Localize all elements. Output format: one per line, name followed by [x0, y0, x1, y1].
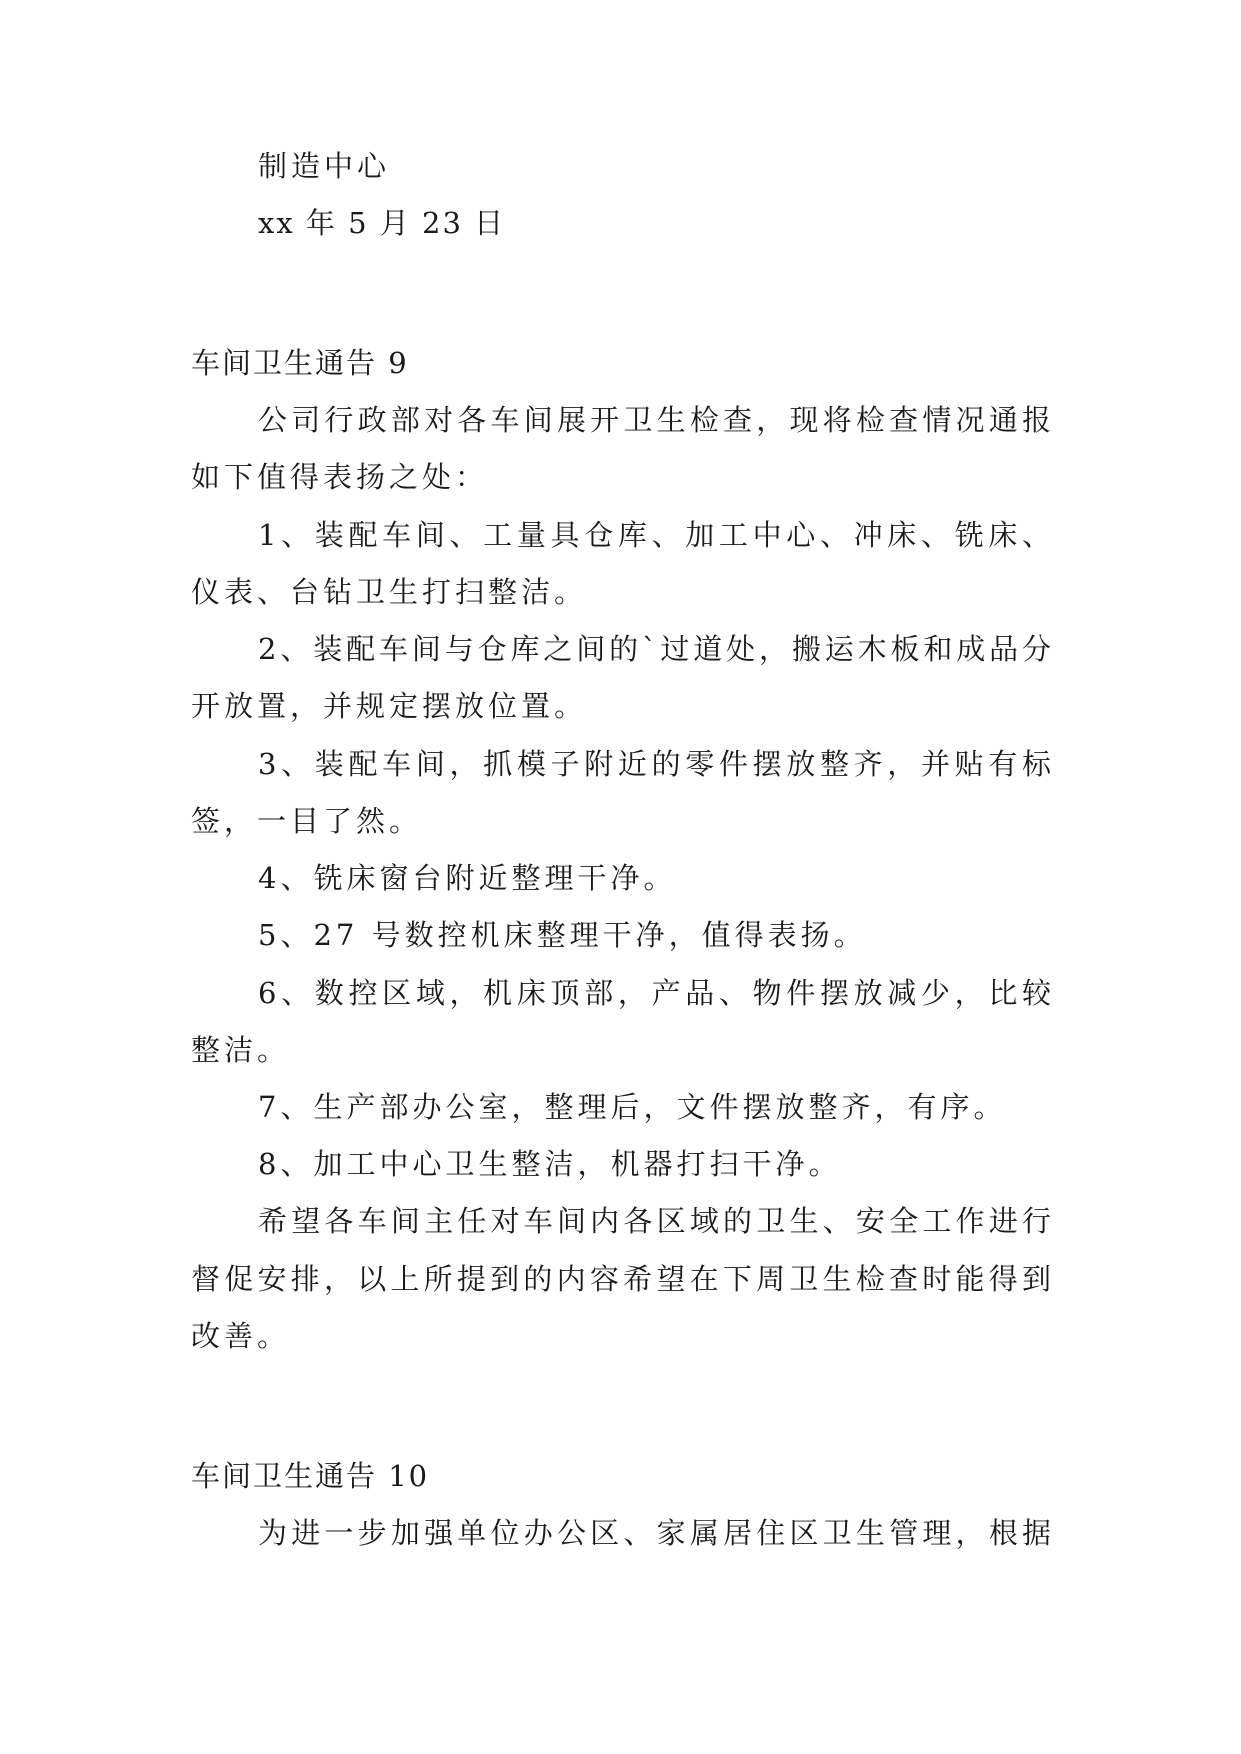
- notice-10-intro-line-1: 为进一步加强单位办公区、家属居住区卫生管理，根据: [258, 1516, 1051, 1550]
- notice-9-closing-line-3: 改善。: [191, 1319, 291, 1353]
- notice-9-item-2-line-1: 2、装配车间与仓库之间的`过道处，搬运木板和成品分: [258, 632, 1051, 666]
- signature-org: 制造中心: [258, 149, 391, 183]
- notice-9-item-8: 8、加工中心卫生整洁，机器打扫干净。: [258, 1147, 842, 1181]
- notice-9-intro-line-2: 如下值得表扬之处：: [191, 460, 489, 494]
- notice-9-item-6-line-2: 整洁。: [191, 1033, 291, 1067]
- notice-9-item-3-line-1: 3、装配车间，抓模子附近的零件摆放整齐，并贴有标: [258, 747, 1051, 781]
- notice-9-intro-line-1: 公司行政部对各车间展开卫生检查，现将检查情况通报: [258, 403, 1051, 437]
- notice-9-closing-line-1: 希望各车间主任对车间内各区域的卫生、安全工作进行: [258, 1204, 1051, 1238]
- notice-9-item-1-line-1: 1、装配车间、工量具仓库、加工中心、冲床、铣床、: [258, 518, 1051, 552]
- notice-9-item-6-line-1: 6、数控区域，机床顶部，产品、物件摆放减少，比较: [258, 976, 1051, 1010]
- notice-10-title: 车间卫生通告 10: [191, 1459, 430, 1493]
- notice-9-item-3-line-2: 签，一目了然。: [191, 804, 423, 838]
- signature-date: xx 年 5 月 23 日: [258, 206, 506, 240]
- notice-9-item-5: 5、27 号数控机床整理干净，值得表扬。: [258, 918, 867, 952]
- notice-9-item-1-line-2: 仪表、台钻卫生打扫整洁。: [191, 575, 588, 609]
- notice-9-title: 车间卫生通告 9: [191, 346, 409, 380]
- notice-9-closing-line-2: 督促安排，以上所提到的内容希望在下周卫生检查时能得到: [191, 1262, 1051, 1296]
- notice-9-item-4: 4、铣床窗台附近整理干净。: [258, 861, 677, 895]
- notice-9-item-7: 7、生产部办公室，整理后，文件摆放整齐，有序。: [258, 1090, 1007, 1124]
- notice-9-item-2-line-2: 开放置，并规定摆放位置。: [191, 689, 588, 723]
